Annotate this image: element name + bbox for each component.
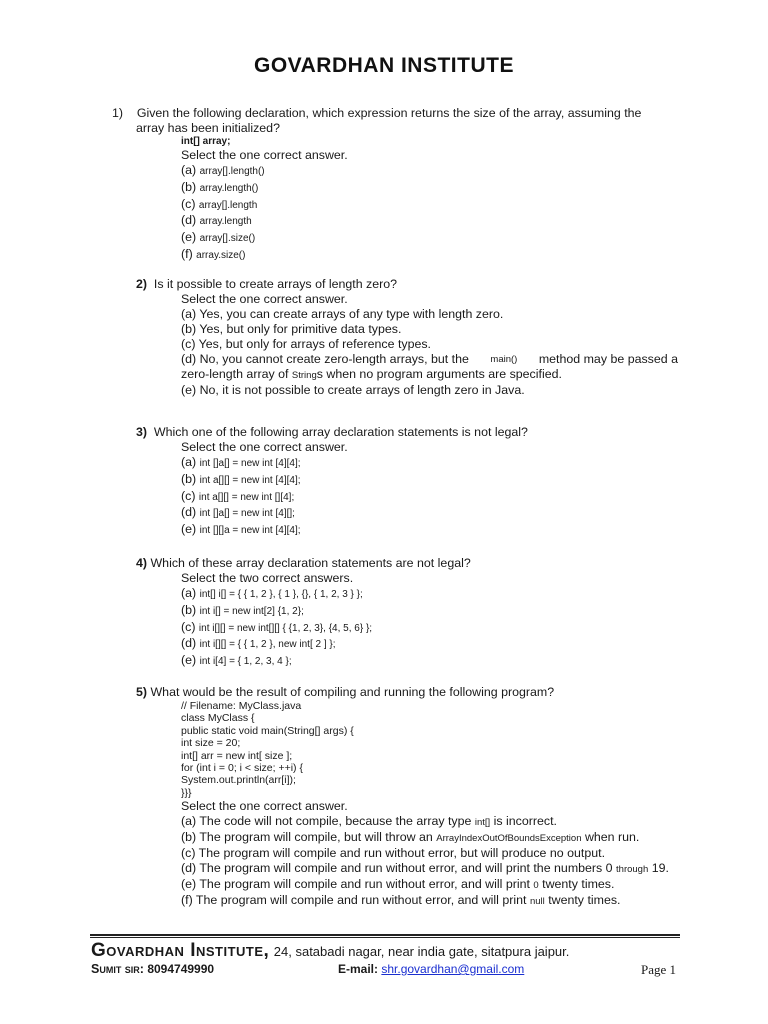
question-4 (136, 556, 471, 571)
code-inline: String (291, 370, 317, 381)
option-text: (b) The program will compile, but will throw an (181, 830, 433, 845)
question-3 (136, 425, 528, 440)
footer-institute (91, 940, 569, 962)
option-d (181, 505, 348, 522)
code-inline: ArrayIndexOutOfBoundsException (436, 833, 582, 845)
instruction: Select the one correct answer. (181, 292, 348, 306)
instruction: Select the one correct answer. (181, 799, 348, 814)
code-line: }}} (181, 786, 192, 799)
footer-divider (90, 934, 680, 936)
question-5 (136, 685, 554, 700)
option-text: method may be passed a (538, 352, 678, 366)
code-line: int[] arr = new int[ size ]; (181, 749, 293, 762)
option-b (181, 603, 372, 620)
option-label: (a) (181, 163, 197, 177)
option-a: (a) Yes, you can create arrays of any type with length zero. (181, 307, 504, 321)
option-c: (c) Yes, but only for arrays of reference types. (181, 337, 431, 351)
instruction: Select the one correct answer. (181, 440, 348, 454)
option-a (181, 455, 348, 472)
code-line: // Filename: MyClass.java (181, 700, 302, 712)
option-d (181, 213, 348, 230)
option-text: int a[][] = new int [][4]; (198, 491, 295, 503)
question-4-body (181, 571, 372, 670)
option-text: s when no program arguments are specified. (316, 367, 562, 381)
option-d (181, 861, 669, 877)
option-text: int [][]a = new int [4][4]; (199, 525, 301, 537)
page-title: GOVARDHAN INSTITUTE (254, 54, 514, 77)
option-b: (b) Yes, but only for primitive data types. (181, 322, 402, 336)
question-1 (112, 106, 641, 121)
option-text: array.size() (196, 249, 246, 261)
option-label: (d) (181, 505, 197, 520)
option-label: (a) (181, 455, 197, 469)
option-label: (a) (181, 586, 197, 600)
option-b (181, 472, 348, 489)
email-link[interactable]: shr.govardhan@gmail.com (381, 962, 525, 976)
code-line: System.out.println(arr[i]); (181, 774, 296, 787)
contact-label: Sumit sir: (91, 962, 144, 976)
option-f (181, 247, 348, 264)
instruction: Select the two correct answers. (181, 571, 354, 585)
institute-address: 24, satabadi nagar, near india gate, sitatpura jaipur. (273, 944, 570, 959)
option-f (181, 893, 669, 909)
option-d (181, 636, 372, 653)
question-number: 3) (136, 425, 148, 439)
option-e (181, 230, 348, 247)
option-text: array.length() (199, 182, 259, 194)
option-d (181, 352, 678, 367)
option-a (181, 814, 669, 830)
question-text: Which of these array declaration statements are not legal? (150, 556, 471, 570)
option-text: twenty times. (542, 877, 615, 892)
option-c (181, 489, 348, 506)
question-text: Is it possible to create arrays of length zero? (153, 277, 398, 291)
option-label: (b) (181, 471, 197, 486)
institute-name: Govardhan Institute, (91, 940, 270, 961)
option-label: (d) (181, 636, 197, 651)
option-label: (c) (181, 619, 196, 634)
question-1-line2 (136, 121, 280, 136)
option-text: is incorrect. (493, 814, 557, 829)
question-2-body (181, 292, 678, 398)
footer-contact (91, 962, 214, 976)
question-text: Which one of the following array declaration statements is not legal? (153, 425, 528, 439)
code-line: int size = 20; (181, 737, 241, 750)
question-5-body (181, 700, 669, 909)
question-text-cont: array has been initialized? (136, 121, 280, 135)
option-e (181, 653, 372, 670)
option-text: array[].length (198, 199, 258, 211)
option-e: (e) No, it is not possible to create arrays of length zero in Java. (181, 383, 525, 397)
code-line: for (int i = 0; i < size; ++i) { (181, 762, 303, 775)
option-text: (d) No, you cannot create zero-length arrays, but the (181, 352, 469, 366)
code-inline: null (529, 896, 545, 908)
option-label: (b) (181, 179, 197, 194)
option-label: (d) (181, 213, 197, 228)
option-text: int i[][] = new int[][] { {1, 2, 3}, {4, 5, 6} }; (198, 622, 373, 634)
option-label: (f) (181, 246, 193, 261)
option-text: array[].size() (199, 233, 256, 245)
code-inline: 0 (533, 880, 539, 892)
contact-phone: 8094749990 (147, 962, 215, 976)
option-label: (e) (181, 653, 197, 668)
question-text: Given the following declaration, which expression returns the size of the array, assuming the (136, 106, 642, 120)
option-label: (e) (181, 230, 197, 245)
option-text: (e) The program will compile and run without error, and will print (181, 877, 530, 892)
code-line: public static void main(String[] args) { (181, 724, 354, 737)
question-number: 4) (136, 556, 148, 570)
option-text: int []a[] = new int [4][]; (199, 508, 295, 520)
option-d-cont (181, 367, 678, 383)
question-text: What would be the result of compiling and running the following program? (150, 685, 555, 699)
code-inline: main() (490, 354, 518, 365)
option-text: int i[][] = { { 1, 2 }, new int[ 2 ] }; (199, 639, 336, 651)
option-a (181, 163, 348, 180)
option-text: int i[4] = { 1, 2, 3, 4 }; (199, 656, 292, 668)
question-3-body (181, 440, 348, 539)
option-text: int a[][] = new int [4][4]; (199, 474, 301, 486)
option-text: (a) The code will not compile, because the array type (181, 814, 472, 829)
question-number: 5) (136, 685, 148, 699)
option-label: (b) (181, 602, 197, 617)
code-inline: through (616, 864, 649, 876)
option-c (181, 620, 372, 637)
footer-divider-thin (90, 937, 680, 938)
option-b (181, 830, 669, 846)
option-e (181, 522, 348, 539)
option-c: (c) The program will compile and run without error, but will produce no output. (181, 846, 606, 861)
code-inline: int[] (474, 817, 491, 829)
page-number: Page 1 (641, 962, 677, 977)
question-number: 1) (112, 106, 124, 120)
option-text: zero-length array of (181, 367, 289, 381)
email-label: E-mail: (338, 962, 379, 976)
option-text: int[] i[] = { { 1, 2 }, { 1 }, {}, { 1, 2, 3 } }; (199, 589, 363, 600)
option-text: int i[] = new int[2] {1, 2}; (199, 605, 304, 617)
option-label: (c) (181, 488, 196, 503)
option-label: (e) (181, 522, 197, 537)
option-text: (d) The program will compile and run without error, and will print the numbers 0 (181, 861, 613, 876)
question-number: 2) (136, 277, 148, 291)
option-text: int []a[] = new int [4][4]; (199, 458, 301, 469)
option-c (181, 197, 348, 214)
code-snippet: int[] array; (181, 136, 231, 147)
option-text: when run. (584, 830, 640, 845)
option-text: 19. (651, 861, 669, 876)
option-text: array.length (199, 216, 252, 228)
question-2 (136, 277, 397, 292)
option-e (181, 877, 669, 893)
option-b (181, 180, 348, 197)
option-text: (f) The program will compile and run without error, and will print (181, 893, 527, 908)
option-text: array[].length() (199, 166, 265, 177)
option-a (181, 586, 372, 603)
code-line: class MyClass { (181, 712, 255, 725)
option-label: (c) (181, 196, 196, 211)
instruction: Select the one correct answer. (181, 148, 348, 162)
option-text: twenty times. (548, 893, 621, 908)
question-1-body (181, 135, 348, 264)
footer-email (338, 962, 524, 976)
